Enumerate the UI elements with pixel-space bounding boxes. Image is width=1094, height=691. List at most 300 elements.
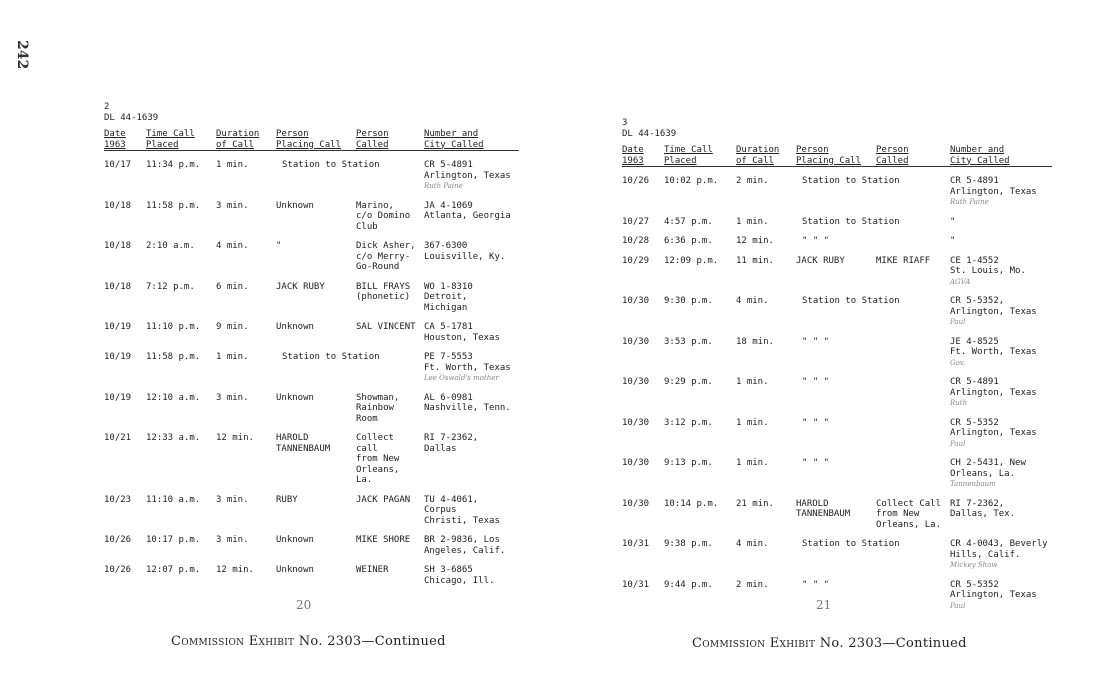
cell-time-text: 2:10 a.m. xyxy=(146,241,195,251)
cell-placing xyxy=(276,273,356,314)
cell-number-text: CA 5-1781 Houston, Texas xyxy=(424,322,500,343)
table-body xyxy=(622,167,1052,612)
cell-time xyxy=(664,247,736,288)
cell-number xyxy=(950,571,1052,612)
table-row xyxy=(104,192,519,233)
cell-number xyxy=(424,273,519,314)
cell-placing xyxy=(276,424,356,486)
cell-time xyxy=(664,571,736,612)
cell-date-text: 10/27 xyxy=(622,216,650,227)
cell-duration xyxy=(216,526,276,556)
page-header-number: 2 xyxy=(104,102,110,112)
cell-called xyxy=(356,384,424,425)
cell-date xyxy=(104,313,146,343)
cell-called-text: MIKE SHORE xyxy=(356,535,411,545)
handwritten-annotation: Ruth xyxy=(950,399,968,407)
cell-number-text: JA 4-1069 Atlanta, Georgia xyxy=(424,200,511,221)
table-row xyxy=(622,368,1052,409)
cell-number-text: RI 7-2362, Dallas xyxy=(424,433,479,454)
cell-date-text: 10/26 xyxy=(622,176,650,186)
cell-duration-text: 3 min. xyxy=(216,535,249,545)
cell-time xyxy=(146,526,216,556)
cell-duration xyxy=(216,313,276,343)
cell-time xyxy=(664,328,736,369)
cell-number xyxy=(424,151,519,192)
cell-duration-text: 18 min. xyxy=(736,336,774,347)
cell-number-text: CE 1-4552 St. Louis, Mo. xyxy=(950,255,1026,276)
cell-number xyxy=(950,368,1052,409)
cell-date-text: 10/31 xyxy=(622,539,650,549)
cell-date xyxy=(104,384,146,425)
cell-called xyxy=(356,556,424,586)
cell-number xyxy=(424,424,519,486)
column-header: Duration of Call xyxy=(736,145,796,167)
cell-time-text: 12:07 p.m. xyxy=(146,565,201,575)
cell-date-text: 10/30 xyxy=(622,417,650,428)
cell-number-text: TU 4-4061, Corpus Christi, Texas xyxy=(424,494,500,526)
table-row xyxy=(622,571,1052,612)
cell-called-text: SAL VINCENT xyxy=(356,322,416,332)
cell-date xyxy=(622,247,664,288)
cell-placing-text: Unknown xyxy=(276,392,314,403)
cell-time xyxy=(664,208,736,228)
cell-time-text: 9:30 p.m. xyxy=(664,296,713,306)
cell-duration xyxy=(736,368,796,409)
cell-date xyxy=(104,232,146,273)
cell-number-text: JE 4-8525 Ft. Worth, Texas xyxy=(950,336,1037,357)
table-row xyxy=(622,328,1052,369)
cell-number xyxy=(950,247,1052,288)
cell-duration xyxy=(216,424,276,486)
cell-placing-text: HAROLD TANNENBAUM xyxy=(796,498,851,519)
footer-page-number: 20 xyxy=(296,598,312,612)
cell-duration-text: 1 min. xyxy=(736,377,769,387)
cell-number xyxy=(950,227,1052,247)
cell-called xyxy=(356,526,424,556)
table-row xyxy=(622,287,1052,328)
cell-placing xyxy=(796,368,950,409)
cell-placing-text: Unknown xyxy=(276,200,314,211)
cell-duration xyxy=(216,151,276,192)
handwritten-annotation: Ruth Paine xyxy=(424,182,463,190)
cell-placing-text: Station to Station xyxy=(802,216,900,227)
cell-number xyxy=(424,384,519,425)
cell-duration-text: 12 min. xyxy=(216,433,254,443)
cell-placing xyxy=(276,384,356,425)
footer-page-number: 21 xyxy=(816,598,832,612)
cell-duration-text: 4 min. xyxy=(736,296,769,306)
cell-placing-text: " " " xyxy=(802,579,830,590)
cell-date-text: 10/18 xyxy=(104,281,132,292)
cell-time xyxy=(146,232,216,273)
cell-placing xyxy=(276,486,356,527)
cell-duration-text: 11 min. xyxy=(736,255,774,266)
cell-called xyxy=(356,232,424,273)
cell-placing xyxy=(276,151,424,192)
cell-placing xyxy=(276,232,356,273)
cell-placing-text: " " " xyxy=(802,417,830,428)
call-log-table xyxy=(622,145,1052,611)
cell-date-text: 10/28 xyxy=(622,236,650,246)
exhibit-caption: Commission Exhibit No. 2303—Continued xyxy=(171,634,446,649)
cell-time-text: 3:53 p.m. xyxy=(664,336,713,347)
cell-placing xyxy=(796,328,950,369)
cell-date-text: 10/26 xyxy=(104,565,132,575)
cell-time-text: 10:17 p.m. xyxy=(146,535,201,545)
cell-duration xyxy=(216,192,276,233)
cell-called-text: WEINER xyxy=(356,565,389,575)
cell-duration-text: 4 min. xyxy=(736,539,769,549)
cell-placing-text: JACK RUBY xyxy=(276,281,325,292)
cell-date xyxy=(104,343,146,384)
cell-number xyxy=(950,167,1052,208)
table-row xyxy=(622,490,1052,531)
table-body xyxy=(104,151,519,587)
cell-number xyxy=(950,287,1052,328)
cell-number xyxy=(950,208,1052,228)
handwritten-annotation: Paul xyxy=(950,439,966,448)
cell-time-text: 11:10 a.m. xyxy=(146,494,201,505)
cell-duration xyxy=(736,530,796,571)
cell-number xyxy=(950,409,1052,450)
cell-duration xyxy=(736,247,796,288)
cell-number-text: " xyxy=(950,236,956,246)
cell-duration-text: 1 min. xyxy=(736,417,769,428)
cell-number-text: PE 7-5553 Ft. Worth, Texas xyxy=(424,352,511,373)
cell-number-text: CR 5-4891 Arlington, Texas xyxy=(950,176,1037,197)
cell-duration-text: 3 min. xyxy=(216,200,249,211)
cell-placing xyxy=(796,530,950,571)
cell-duration-text: 21 min. xyxy=(736,498,774,509)
cell-number-text: CH 2-5431, New Orleans, La. xyxy=(950,458,1026,479)
table-row xyxy=(104,151,519,192)
left-page xyxy=(104,102,519,586)
cell-placing-text: Unknown xyxy=(276,322,314,332)
exhibit-caption: Commission Exhibit No. 2303—Continued xyxy=(692,636,967,651)
cell-date-text: 10/19 xyxy=(104,352,132,362)
cell-called xyxy=(356,486,424,527)
cell-date xyxy=(622,571,664,612)
cell-placing-text: Unknown xyxy=(276,565,314,575)
cell-number xyxy=(424,343,519,384)
cell-time-text: 6:36 p.m. xyxy=(664,236,713,246)
cell-placing xyxy=(796,287,950,328)
cell-placing xyxy=(796,409,950,450)
cell-number-text: 367-6300 Louisville, Ky. xyxy=(424,241,506,262)
cell-time-text: 12:09 p.m. xyxy=(664,255,719,266)
cell-date-text: 10/31 xyxy=(622,579,650,590)
table-row xyxy=(622,409,1052,450)
cell-date xyxy=(622,328,664,369)
cell-duration xyxy=(216,343,276,384)
cell-placing-text: Station to Station xyxy=(282,160,380,170)
handwritten-annotation: Gov. xyxy=(950,358,966,367)
table-row xyxy=(622,167,1052,208)
cell-date xyxy=(622,368,664,409)
handwritten-annotation: Ruth Paine xyxy=(950,198,989,206)
cell-duration xyxy=(736,287,796,328)
table-row xyxy=(622,530,1052,571)
table-row xyxy=(104,556,519,586)
cell-number xyxy=(950,449,1052,490)
cell-duration xyxy=(216,486,276,527)
table-row xyxy=(622,247,1052,288)
cell-date xyxy=(622,530,664,571)
cell-time-text: 4:57 p.m. xyxy=(664,216,713,227)
cell-number xyxy=(950,328,1052,369)
cell-number-text: CR 5-5352 Arlington, Texas xyxy=(950,579,1037,600)
table-row xyxy=(104,486,519,527)
cell-placing-text: " " " xyxy=(802,336,830,347)
column-header: Person Called xyxy=(356,129,424,151)
cell-called xyxy=(356,313,424,343)
cell-time xyxy=(146,343,216,384)
cell-time xyxy=(146,486,216,527)
cell-called-text: Marino, c/o Domino Club xyxy=(356,200,411,232)
column-header: Time Call Placed xyxy=(664,145,736,167)
cell-placing xyxy=(796,449,950,490)
table-header-row xyxy=(104,129,519,151)
handwritten-annotation: AGVA xyxy=(950,277,971,286)
table-row xyxy=(104,273,519,314)
table-row xyxy=(104,526,519,556)
cell-duration-text: 3 min. xyxy=(216,494,249,505)
cell-time-text: 3:12 p.m. xyxy=(664,417,713,428)
column-header: Date 1963 xyxy=(622,145,664,167)
cell-date-text: 10/30 xyxy=(622,296,650,306)
cell-called xyxy=(356,273,424,314)
cell-time-text: 9:38 p.m. xyxy=(664,539,713,549)
cell-placing-text: " " " xyxy=(802,377,830,387)
table-row xyxy=(622,449,1052,490)
cell-placing-text: Station to Station xyxy=(802,176,900,186)
cell-duration-text: 2 min. xyxy=(736,176,769,186)
cell-date-text: 10/30 xyxy=(622,336,650,347)
cell-duration xyxy=(736,490,796,531)
cell-placing xyxy=(796,247,876,288)
cell-date xyxy=(622,409,664,450)
handwritten-annotation: Lee Oswald's mother xyxy=(424,374,499,382)
cell-time-text: 10:14 p.m. xyxy=(664,498,719,509)
cell-placing-text: Station to Station xyxy=(802,296,900,306)
call-log-table xyxy=(104,129,519,586)
cell-duration xyxy=(216,556,276,586)
cell-time-text: 7:12 p.m. xyxy=(146,281,195,292)
cell-time-text: 9:29 p.m. xyxy=(664,377,713,387)
cell-time xyxy=(664,490,736,531)
cell-number-text: " xyxy=(950,216,956,227)
cell-number-text: CR 5-4891 Arlington, Texas xyxy=(950,377,1037,398)
table-row xyxy=(104,424,519,486)
cell-called-text: Collect call from New Orleans, La. xyxy=(356,433,400,485)
cell-number xyxy=(424,232,519,273)
cell-number xyxy=(424,313,519,343)
cell-placing-text: JACK RUBY xyxy=(796,255,845,266)
cell-date-text: 10/29 xyxy=(622,255,650,266)
cell-duration xyxy=(216,232,276,273)
cell-time xyxy=(146,192,216,233)
cell-number xyxy=(950,530,1052,571)
cell-time-text: 11:58 p.m. xyxy=(146,200,201,211)
cell-date-text: 10/30 xyxy=(622,377,650,387)
cell-date-text: 10/18 xyxy=(104,241,132,251)
cell-time-text: 12:33 a.m. xyxy=(146,433,201,443)
file-number: DL 44-1639 xyxy=(622,128,677,139)
cell-duration-text: 12 min. xyxy=(736,236,774,246)
cell-time xyxy=(664,530,736,571)
cell-date xyxy=(622,490,664,531)
cell-time xyxy=(664,227,736,247)
cell-time-text: 12:10 a.m. xyxy=(146,392,201,403)
cell-date-text: 10/19 xyxy=(104,322,132,332)
cell-duration-text: 1 min. xyxy=(216,352,249,362)
cell-duration xyxy=(216,384,276,425)
cell-placing-text: " " " xyxy=(802,236,830,246)
cell-placing-text: " " " xyxy=(802,458,830,468)
cell-placing xyxy=(796,490,876,531)
cell-placing-text: Unknown xyxy=(276,535,314,545)
cell-placing xyxy=(796,227,950,247)
cell-date xyxy=(622,227,664,247)
cell-time xyxy=(664,368,736,409)
cell-placing xyxy=(276,526,356,556)
cell-placing-text: " xyxy=(276,241,282,251)
cell-called-text: MIKE RIAFF xyxy=(876,255,931,266)
cell-placing xyxy=(276,343,424,384)
cell-time xyxy=(664,167,736,208)
cell-time xyxy=(664,287,736,328)
cell-duration xyxy=(736,167,796,208)
cell-date-text: 10/30 xyxy=(622,458,650,468)
cell-time-text: 9:13 p.m. xyxy=(664,458,713,468)
cell-number-text: SH 3-6865 Chicago, Ill. xyxy=(424,565,495,586)
cell-date xyxy=(622,449,664,490)
column-header: Person Placing Call xyxy=(276,129,356,151)
margin-page-number: 242 xyxy=(14,40,30,70)
handwritten-annotation: Paul xyxy=(950,601,966,610)
cell-duration xyxy=(736,328,796,369)
table-header-row xyxy=(622,145,1052,167)
cell-date xyxy=(104,192,146,233)
cell-placing xyxy=(796,208,950,228)
cell-number-text: AL 6-0981 Nashville, Tenn. xyxy=(424,392,511,413)
cell-called-text: JACK PAGAN xyxy=(356,494,411,505)
cell-date xyxy=(104,556,146,586)
cell-duration xyxy=(736,449,796,490)
cell-date xyxy=(104,424,146,486)
cell-date-text: 10/30 xyxy=(622,498,650,509)
cell-number-text: BR 2-9836, Los Angeles, Calif. xyxy=(424,535,506,556)
cell-time-text: 11:58 p.m. xyxy=(146,352,201,362)
cell-time xyxy=(146,151,216,192)
cell-placing-text: Station to Station xyxy=(282,352,380,362)
cell-called xyxy=(876,490,950,531)
column-header: Person Placing Call xyxy=(796,145,876,167)
cell-date-text: 10/21 xyxy=(104,433,132,443)
cell-duration-text: 1 min. xyxy=(736,216,769,227)
cell-called xyxy=(356,424,424,486)
cell-date xyxy=(104,486,146,527)
handwritten-annotation: Tannenbaum xyxy=(950,480,996,488)
cell-placing xyxy=(276,313,356,343)
cell-called-text: Dick Asher, c/o Merry- Go-Round xyxy=(356,241,416,272)
cell-time xyxy=(146,424,216,486)
cell-duration-text: 1 min. xyxy=(216,160,249,170)
cell-date-text: 10/23 xyxy=(104,494,132,505)
cell-number-text: RI 7-2362, Dallas, Tex. xyxy=(950,498,1016,519)
file-number: DL 44-1639 xyxy=(104,112,159,123)
cell-date-text: 10/26 xyxy=(104,535,132,545)
cell-called xyxy=(356,192,424,233)
cell-time-text: 11:10 p.m. xyxy=(146,322,201,332)
cell-number-text: CR 5-5352 Arlington, Texas xyxy=(950,417,1037,438)
cell-time xyxy=(146,384,216,425)
table-row xyxy=(622,227,1052,247)
cell-number-text: CR 5-5352, Arlington, Texas xyxy=(950,296,1037,317)
cell-duration xyxy=(736,571,796,612)
cell-placing xyxy=(276,556,356,586)
cell-duration-text: 2 min. xyxy=(736,579,769,590)
cell-date-text: 10/17 xyxy=(104,160,132,170)
cell-duration-text: 1 min. xyxy=(736,458,769,468)
cell-duration-text: 3 min. xyxy=(216,392,249,403)
column-header: Number and City Called xyxy=(950,145,1052,167)
cell-number xyxy=(424,556,519,586)
table-row xyxy=(622,208,1052,228)
cell-time xyxy=(146,273,216,314)
cell-time xyxy=(146,556,216,586)
cell-date xyxy=(104,151,146,192)
column-header: Number and City Called xyxy=(424,129,519,151)
cell-called-text: Showman, Rainbow Room xyxy=(356,392,400,424)
cell-placing xyxy=(276,192,356,233)
column-header: Person Called xyxy=(876,145,950,167)
cell-duration xyxy=(736,208,796,228)
cell-duration xyxy=(736,409,796,450)
cell-number xyxy=(424,486,519,527)
cell-duration-text: 4 min. xyxy=(216,241,249,251)
table-row xyxy=(104,343,519,384)
cell-number xyxy=(424,526,519,556)
column-header: Date 1963 xyxy=(104,129,146,151)
cell-time-text: 9:44 p.m. xyxy=(664,579,713,590)
cell-duration-text: 6 min. xyxy=(216,281,249,292)
right-page xyxy=(622,118,1052,611)
cell-date xyxy=(622,287,664,328)
cell-date xyxy=(104,526,146,556)
cell-duration xyxy=(216,273,276,314)
cell-placing xyxy=(796,167,950,208)
cell-number xyxy=(424,192,519,233)
cell-date-text: 10/19 xyxy=(104,392,132,403)
cell-duration-text: 12 min. xyxy=(216,565,254,575)
column-header: Duration of Call xyxy=(216,129,276,151)
cell-placing-text: Station to Station xyxy=(802,539,900,549)
handwritten-annotation: Mickey Shaw xyxy=(950,561,998,569)
cell-number xyxy=(950,490,1052,531)
cell-date xyxy=(622,208,664,228)
cell-called xyxy=(876,247,950,288)
cell-placing-text: HAROLD TANNENBAUM xyxy=(276,433,331,454)
column-header: Time Call Placed xyxy=(146,129,216,151)
cell-duration xyxy=(736,227,796,247)
cell-date xyxy=(622,167,664,208)
handwritten-annotation: Paul xyxy=(950,318,966,326)
cell-called-text: BILL FRAYS (phonetic) xyxy=(356,281,411,302)
cell-time-text: 11:34 p.m. xyxy=(146,160,201,170)
table-row xyxy=(104,384,519,425)
cell-number-text: CR 5-4891 Arlington, Texas xyxy=(424,160,511,181)
